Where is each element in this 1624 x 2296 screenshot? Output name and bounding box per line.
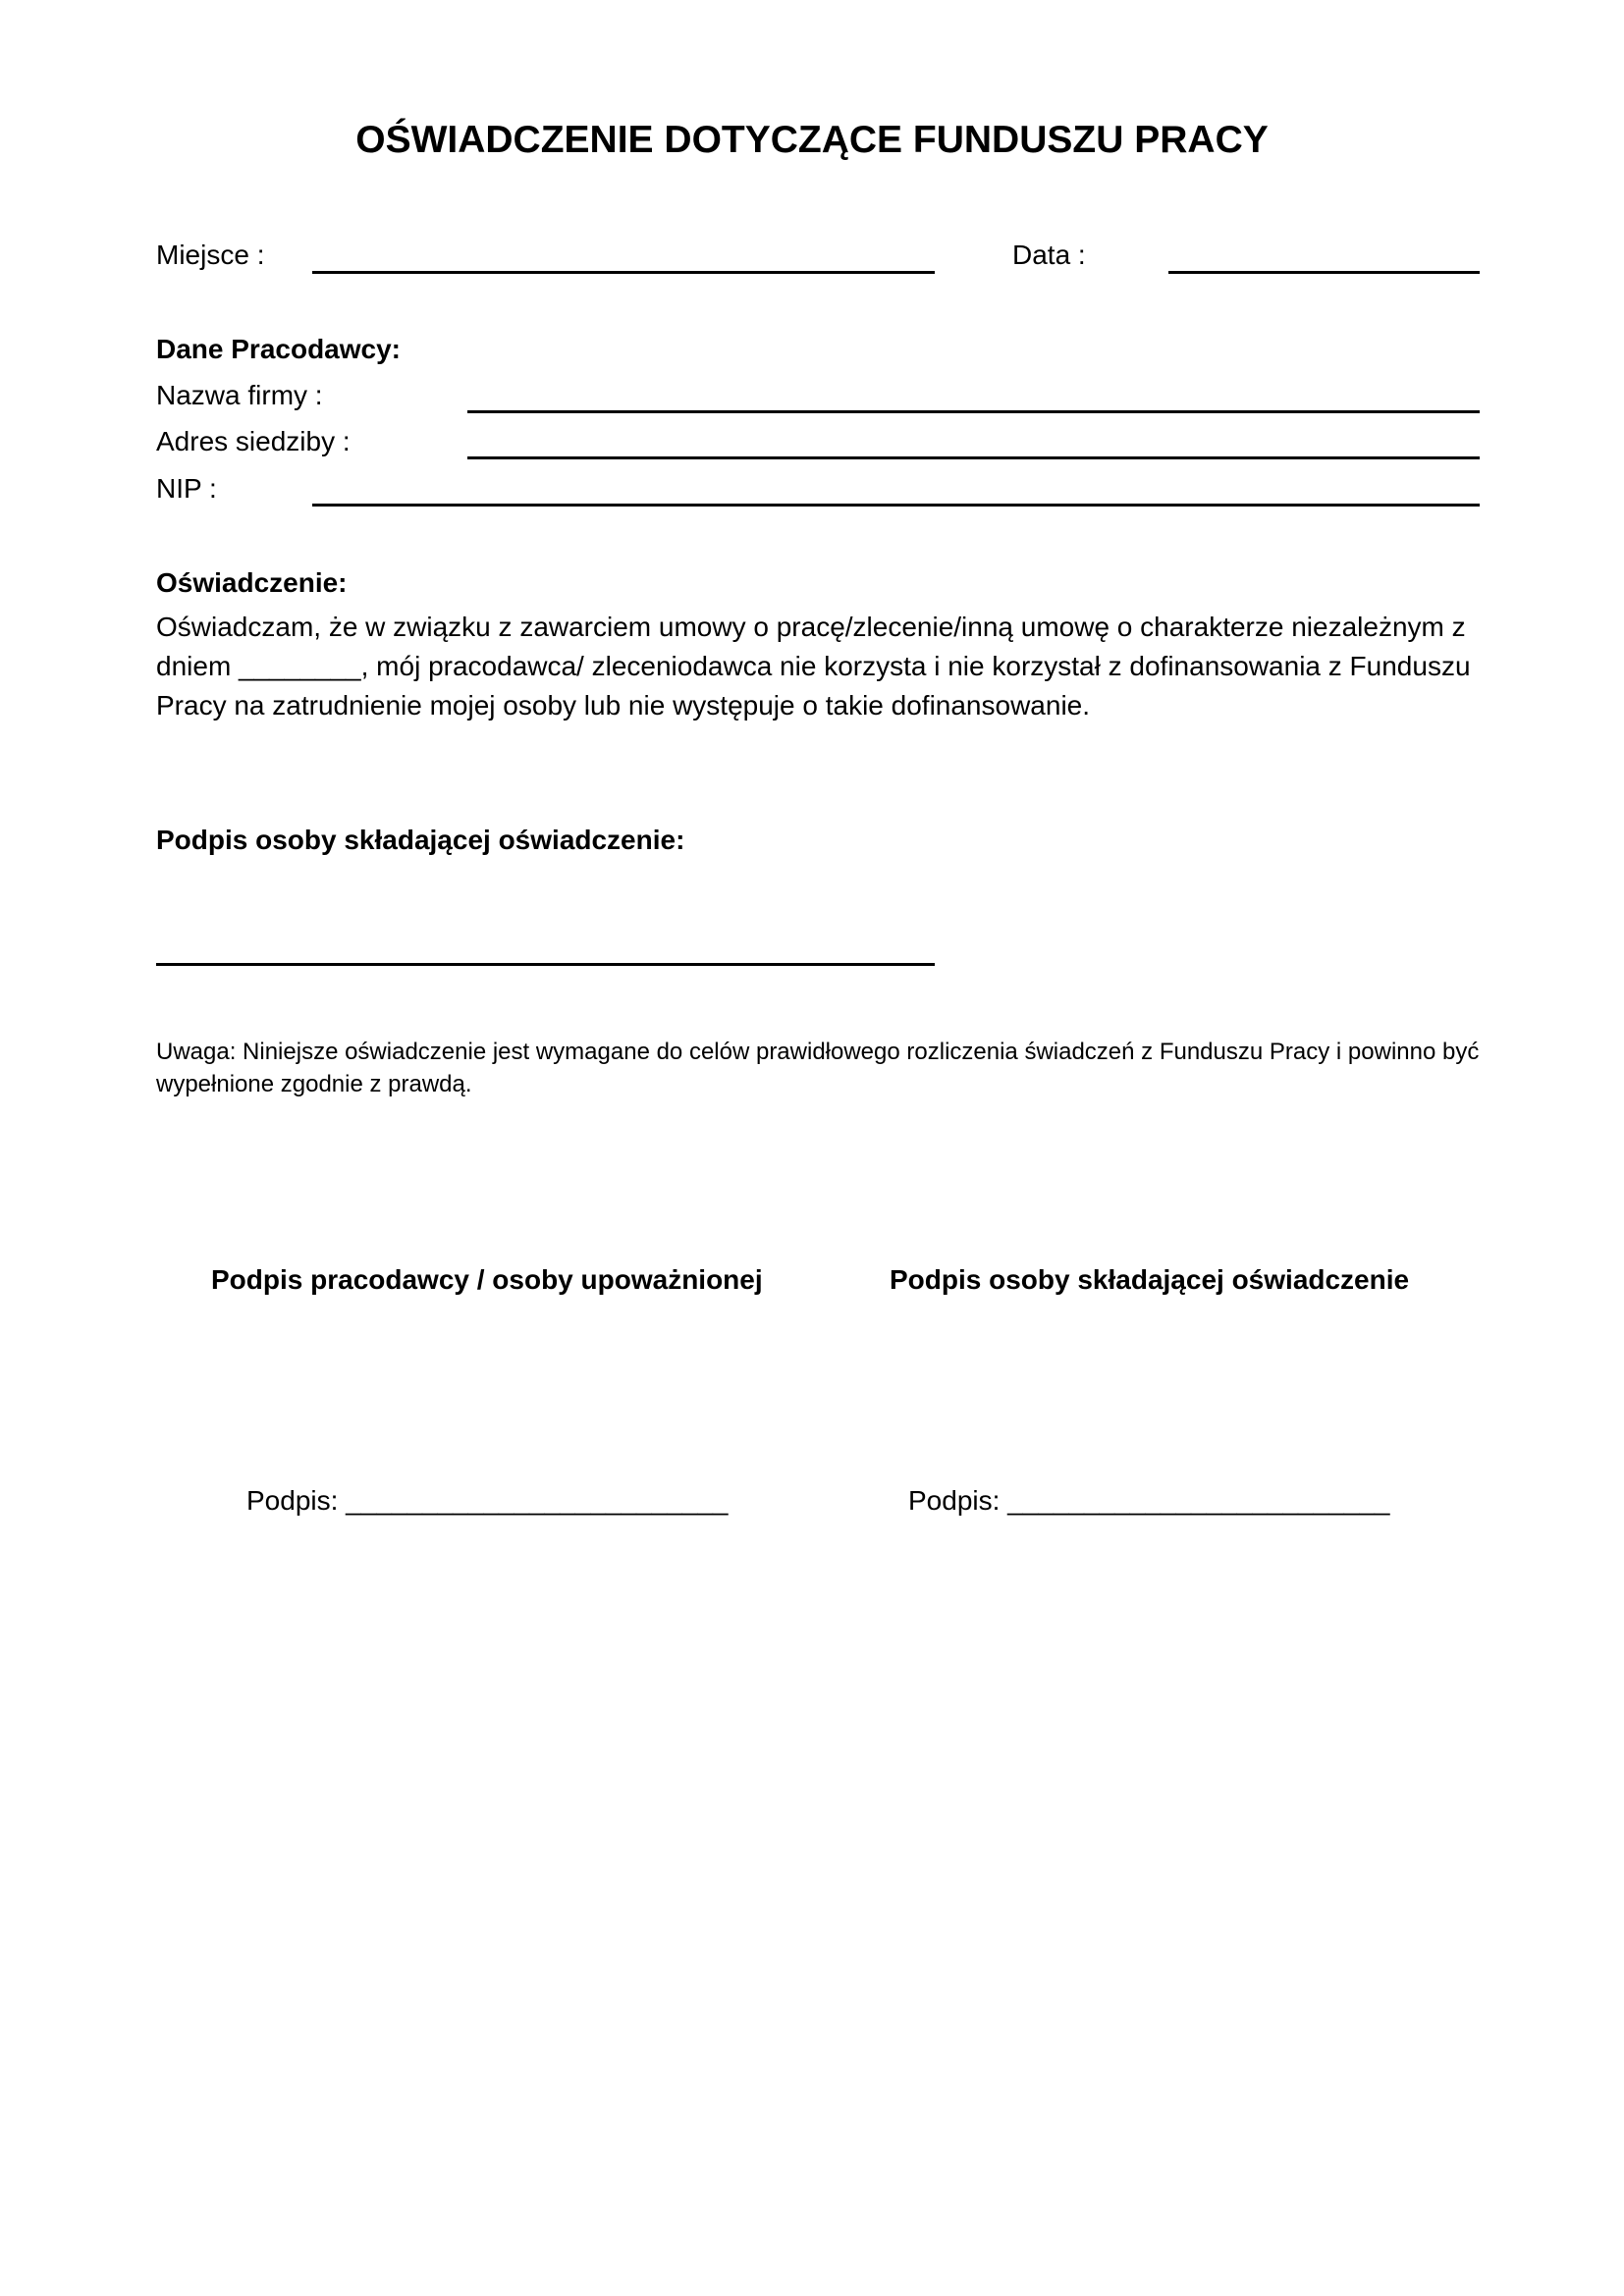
document-title: OŚWIADCZENIE DOTYCZĄCE FUNDUSZU PRACY	[355, 119, 1269, 161]
company-name-label: Nazwa firmy :	[156, 380, 323, 410]
note-text: Uwaga: Niniejsze oświadczenie jest wymagane do celów prawidłowego rozliczenia świadczeń z Funduszu Pracy i powinno być wypełnione zgodnie z prawdą.	[156, 1039, 1480, 1097]
employer-signature-heading: Podpis pracodawcy / osoby upoważnionej	[211, 1264, 763, 1295]
place-field-line[interactable]	[312, 271, 935, 274]
employer-section-title: Dane Pracodawcy:	[156, 334, 401, 364]
nip-field-line[interactable]	[312, 504, 1480, 507]
date-label: Data :	[1012, 240, 1086, 270]
address-field-line[interactable]	[467, 456, 1480, 459]
company-name-field-line[interactable]	[467, 410, 1480, 413]
employer-signature-line[interactable]: Podpis: _________________________	[246, 1485, 729, 1516]
declarant-signature-label: Podpis osoby składającej oświadczenie:	[156, 825, 685, 855]
address-label: Adres siedziby :	[156, 426, 351, 456]
nip-label: NIP :	[156, 473, 217, 504]
date-field-line[interactable]	[1168, 271, 1480, 274]
statement-text: Oświadczam, że w związku z zawarciem umowy o pracę/zlecenie/inną umowę o charakterze niezależnym z dniem ________, mój pracodawca/ zleceniodawca nie korzysta i nie korzystał z dofinansowania z Funduszu Pracy na zatrudnienie mojej osoby lub nie występuje o takie dofinansowanie.	[156, 612, 1471, 721]
declarant-signature-line-bottom[interactable]: Podpis: _________________________	[908, 1485, 1390, 1516]
declarant-signature-line[interactable]	[156, 963, 935, 966]
declarant-signature-heading: Podpis osoby składającej oświadczenie	[890, 1264, 1410, 1295]
statement-section-title: Oświadczenie:	[156, 567, 348, 598]
place-label: Miejsce :	[156, 240, 265, 270]
